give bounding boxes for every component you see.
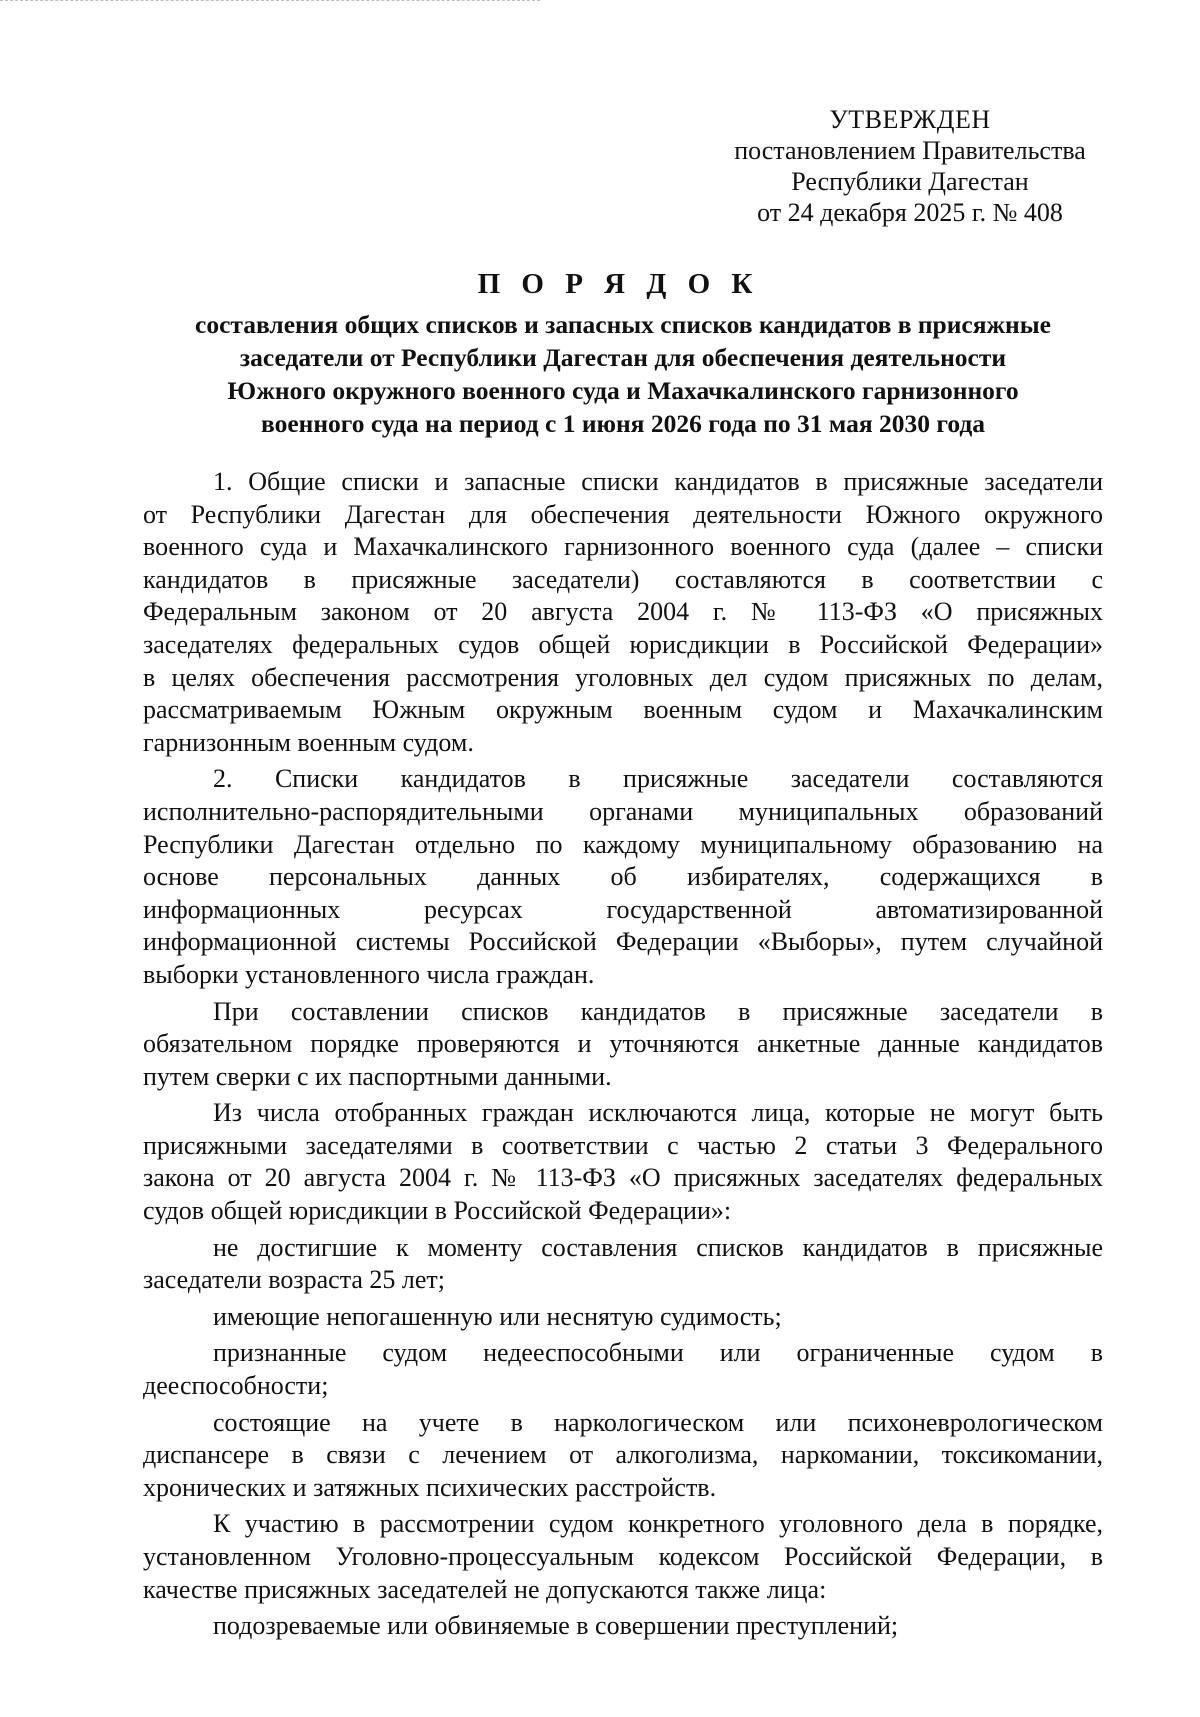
text-line: хронических и затяжных психических расстройств. bbox=[143, 1472, 717, 1502]
paragraph-2 bbox=[143, 763, 1103, 991]
text-line: выборки установленного числа граждан. bbox=[143, 959, 595, 989]
text-line: основе персональных данных об избирателях, содержащихся в bbox=[143, 862, 1103, 892]
paragraph-7 bbox=[143, 1337, 1103, 1402]
paragraph-4 bbox=[143, 1097, 1103, 1227]
document-title: П О Р Я Д О К bbox=[477, 268, 760, 300]
text-line: в целях обеспечения рассмотрения уголовных дел судом присяжных по делам, bbox=[143, 662, 1103, 692]
approval-status: УТВЕРЖДЕН bbox=[829, 105, 991, 134]
text-line: исполнительно-распорядительными органами муниципальных образований bbox=[143, 796, 1103, 826]
text-line: закона от 20 августа 2004 г. № 113-ФЗ «О присяжных заседателях федеральных bbox=[143, 1163, 1103, 1193]
text-line: При составлении списков кандидатов в присяжные заседатели в bbox=[213, 996, 1103, 1026]
approval-block bbox=[700, 104, 1120, 228]
text-line: имеющие непогашенную или неснятую судимость; bbox=[213, 1301, 782, 1331]
text-line: Из числа отобранных граждан исключаются лица, которые не могут быть bbox=[213, 1098, 1103, 1128]
text-line: информационной системы Российской Федерации «Выборы», путем случайной bbox=[143, 927, 1103, 957]
text-line: 1. Общие списки и запасные списки кандидатов в присяжные заседатели bbox=[213, 467, 1103, 496]
text-line: рассматриваемым Южным окружным военным судом и Махачкалинским bbox=[143, 695, 1103, 725]
subtitle-line: заседатели от Республики Дагестан для обеспечения деятельности bbox=[239, 343, 1007, 372]
text-line: установленном Уголовно-процессуальным кодексом Российской Федерации, в bbox=[143, 1542, 1103, 1571]
approval-region: Республики Дагестан bbox=[791, 167, 1029, 196]
text-line: состоящие на учете в наркологическом или психоневрологическом bbox=[213, 1407, 1103, 1437]
subtitle-line: военного суда на период с 1 июня 2026 года по 31 мая 2030 года bbox=[260, 409, 986, 438]
paragraph-6 bbox=[143, 1301, 1103, 1334]
text-line: подозреваемые или обвиняемые в совершении преступлений; bbox=[213, 1611, 899, 1641]
document-subtitle bbox=[140, 308, 1106, 440]
document-body bbox=[143, 466, 1103, 1647]
approval-authority: постановлением Правительства bbox=[734, 136, 1086, 165]
paragraph-10 bbox=[143, 1610, 1103, 1643]
text-line: гарнизонным военным судом. bbox=[143, 727, 474, 757]
text-line: заседателях федеральных судов общей юрисдикции в Российской Федерации» bbox=[143, 629, 1103, 659]
text-line: дееспособности; bbox=[143, 1371, 329, 1401]
text-line: обязательном порядке проверяются и уточняются анкетные данные кандидатов bbox=[143, 1029, 1103, 1059]
text-line: Федеральным законом от 20 августа 2004 г. № 113-ФЗ «О присяжных bbox=[143, 597, 1103, 627]
paragraph-9 bbox=[143, 1508, 1103, 1606]
text-line: диспансере в связи с лечением от алкоголизма, наркомании, токсикомании, bbox=[143, 1440, 1103, 1470]
text-line: от Республики Дагестан для обеспечения деятельности Южного окружного bbox=[143, 499, 1103, 529]
text-line: судов общей юрисдикции в Российской Федерации»: bbox=[143, 1196, 732, 1226]
text-line: кандидатов в присяжные заседатели) составляются в соответствии с bbox=[143, 564, 1103, 594]
text-line: военного суда и Махачкалинского гарнизонного военного суда (далее – списки bbox=[143, 532, 1103, 562]
approval-date-number: от 24 декабря 2025 г. № 408 bbox=[757, 198, 1063, 227]
subtitle-line: Южного окружного военного суда и Махачкалинского гарнизонного bbox=[227, 376, 1019, 405]
text-line: путем сверки с их паспортными данными. bbox=[143, 1061, 612, 1091]
text-line: информационных ресурсах государственной автоматизированной bbox=[143, 894, 1103, 924]
text-line: заседатели возраста 25 лет; bbox=[143, 1265, 446, 1295]
text-line: качестве присяжных заседателей не допускаются также лица: bbox=[143, 1574, 827, 1604]
paragraph-5 bbox=[143, 1232, 1103, 1297]
text-line: не достигшие к моменту составления списков кандидатов в присяжные bbox=[213, 1232, 1103, 1262]
text-line: Республики Дагестан отдельно по каждому муниципальному образованию на bbox=[143, 829, 1103, 859]
text-line: 2. Списки кандидатов в присяжные заседатели составляются bbox=[213, 764, 1103, 794]
paragraph-1 bbox=[143, 466, 1103, 759]
subtitle-line: составления общих списков и запасных списков кандидатов в присяжные bbox=[195, 310, 1051, 339]
scan-edge-line bbox=[0, 0, 540, 2]
paragraph-3 bbox=[143, 996, 1103, 1094]
paragraph-8 bbox=[143, 1407, 1103, 1505]
text-line: присяжными заседателями в соответствии с частью 2 статьи 3 Федерального bbox=[143, 1130, 1103, 1160]
text-line: К участию в рассмотрении судом конкретного уголовного дела в порядке, bbox=[213, 1509, 1103, 1539]
text-line: признанные судом недееспособными или ограниченные судом в bbox=[213, 1338, 1103, 1368]
